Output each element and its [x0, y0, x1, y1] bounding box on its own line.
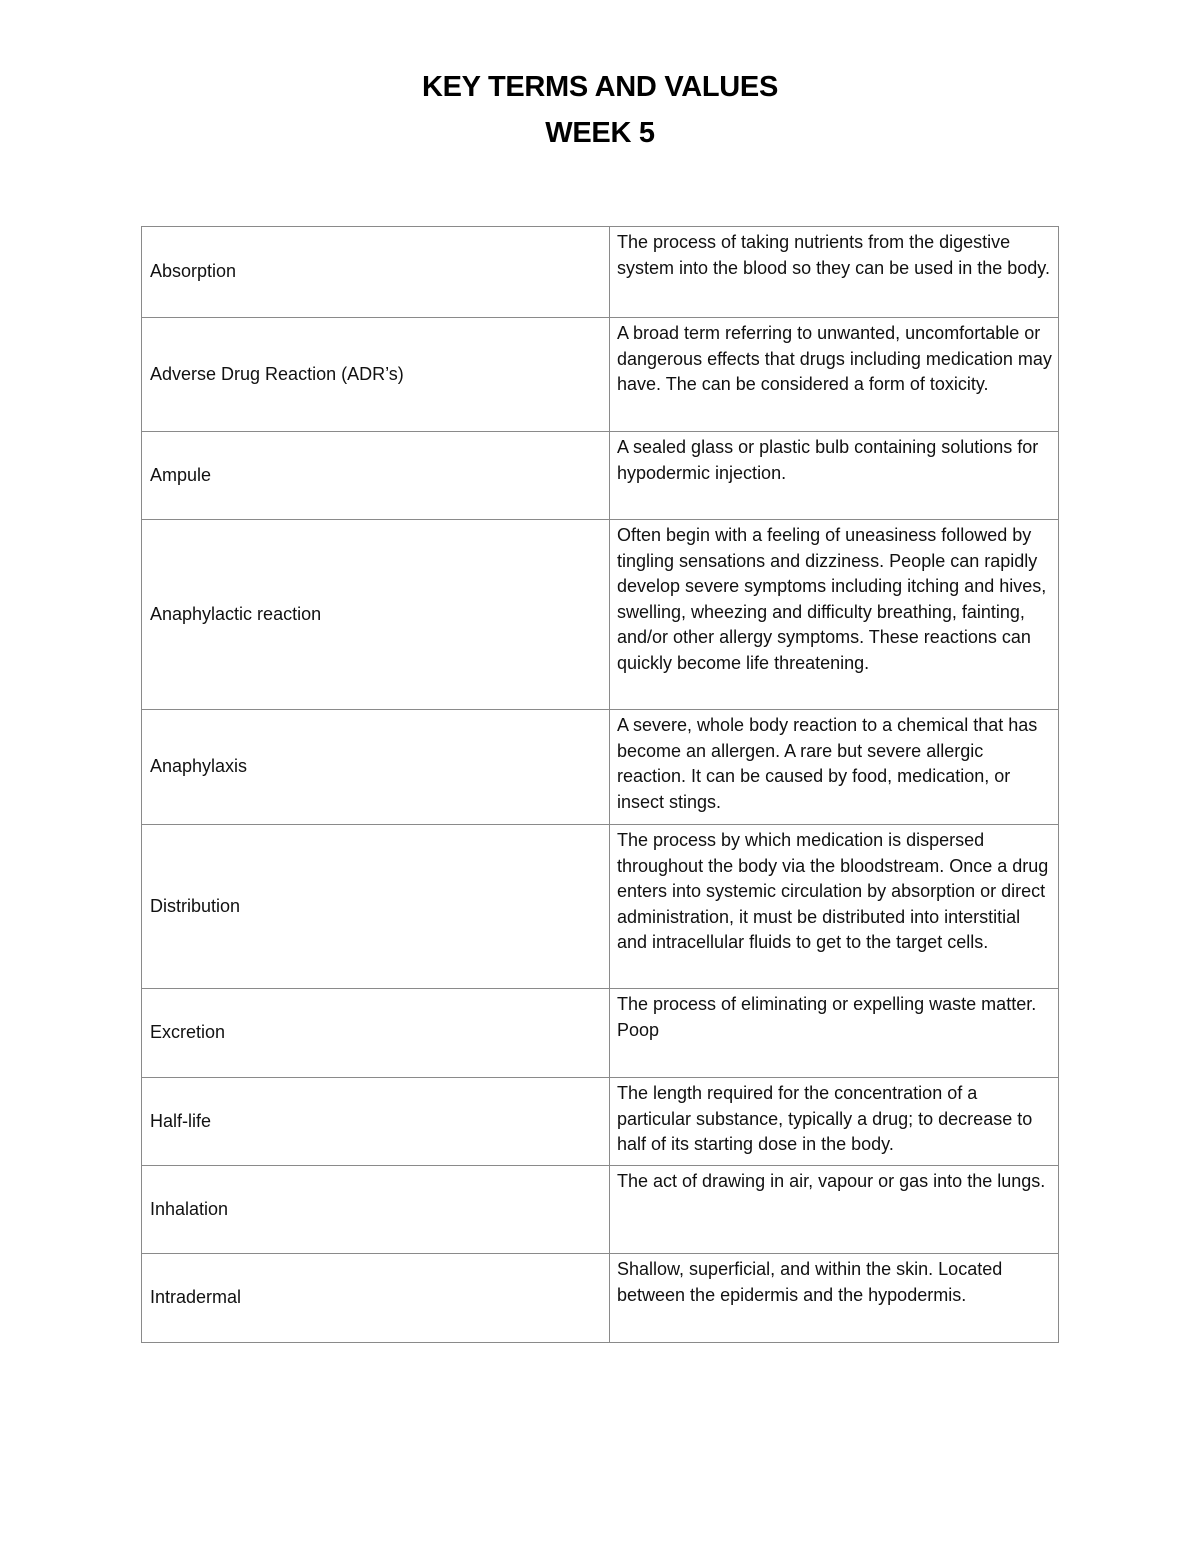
- table-row: [142, 227, 1059, 318]
- definition-cell: A sealed glass or plastic bulb containing solutions for hypodermic injection.: [610, 432, 1059, 520]
- definition-cell: A broad term referring to unwanted, uncomfortable or dangerous effects that drugs including medication may have. The can be considered a form of toxicity.: [610, 318, 1059, 432]
- term-cell: Anaphylaxis: [142, 710, 610, 825]
- term-cell: Ampule: [142, 432, 610, 520]
- term-cell: Distribution: [142, 825, 610, 989]
- definition-cell: Often begin with a feeling of uneasiness followed by tingling sensations and dizziness. People can rapidly develop severe symptoms including itching and hives, swelling, wheezing and difficulty breathing, fainting, and/or other allergy symptoms. These reactions can quickly become life threatening.: [610, 520, 1059, 710]
- table-row: [142, 710, 1059, 825]
- definition-cell: The length required for the concentration of a particular substance, typically a drug; to decrease to half of its starting dose in the body.: [610, 1078, 1059, 1166]
- term-cell: Adverse Drug Reaction (ADR’s): [142, 318, 610, 432]
- table-row: [142, 432, 1059, 520]
- table-row: [142, 989, 1059, 1078]
- key-terms-table: [141, 226, 1059, 1343]
- definition-cell: A severe, whole body reaction to a chemical that has become an allergen. A rare but severe allergic reaction. It can be caused by food, medication, or insect stings.: [610, 710, 1059, 825]
- table-row: [142, 1254, 1059, 1343]
- term-cell: Excretion: [142, 989, 610, 1078]
- term-cell: Intradermal: [142, 1254, 610, 1343]
- definition-cell: The process of eliminating or expelling waste matter. Poop: [610, 989, 1059, 1078]
- table-row: [142, 825, 1059, 989]
- page-subtitle-week: WEEK 5: [545, 117, 655, 149]
- term-cell: Anaphylactic reaction: [142, 520, 610, 710]
- table-row: [142, 1078, 1059, 1166]
- table-row: [142, 520, 1059, 710]
- definition-cell: Shallow, superficial, and within the skin. Located between the epidermis and the hypodermis.: [610, 1254, 1059, 1343]
- definition-cell: The process by which medication is dispersed throughout the body via the bloodstream. Once a drug enters into systemic circulation by absorption or direct administration, it must be distributed into interstitial and intracellular fluids to get to the target cells.: [610, 825, 1059, 989]
- definition-cell: The process of taking nutrients from the digestive system into the blood so they can be used in the body.: [610, 227, 1059, 318]
- term-cell: Inhalation: [142, 1166, 610, 1254]
- page-title: KEY TERMS AND VALUES: [421, 71, 778, 103]
- term-cell: Half-life: [142, 1078, 610, 1166]
- term-cell: Absorption: [142, 227, 610, 318]
- table-row: [142, 318, 1059, 432]
- definition-cell: The act of drawing in air, vapour or gas into the lungs.: [610, 1166, 1059, 1254]
- table-row: [142, 1166, 1059, 1254]
